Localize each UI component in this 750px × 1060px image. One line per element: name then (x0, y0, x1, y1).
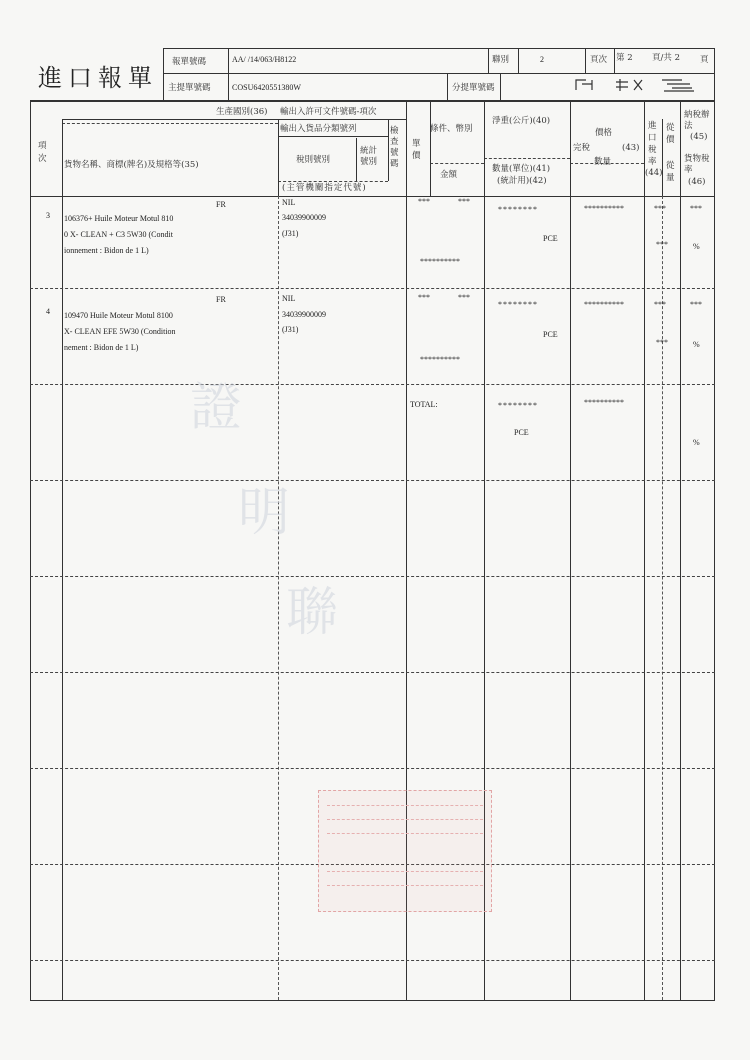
form-title: 進口報單 (38, 64, 158, 92)
item-tax-rate: % (693, 242, 700, 251)
item-duty: *** (654, 204, 666, 213)
col-inspection: 檢查號碼 (390, 126, 399, 169)
bottom-border (30, 1000, 715, 1001)
total-label: TOTAL: (410, 400, 438, 409)
col-description: 貨物名稱、商標(牌名)及規格等(35) (64, 160, 199, 170)
col-duty-paid: 完稅 (573, 143, 591, 153)
item-duty: *** (654, 300, 666, 309)
col-tax-method: 納稅辦法 (684, 110, 710, 131)
total-unit: PCE (514, 428, 529, 437)
col-commodity-tax: 貨物稅率 (684, 154, 710, 175)
col-import-duty: 進口稅率 (648, 121, 657, 167)
item-value: ********** (584, 204, 624, 213)
declaration-no: AA/ /14/063/H8122 (232, 55, 297, 64)
col-value-qty: 數量 (594, 157, 612, 167)
col-item-no: 項次 (38, 141, 47, 164)
watermark-char-2: 明 (238, 483, 291, 543)
item-tariff: 34039900009 (282, 310, 326, 319)
item-tax-rate: % (693, 340, 700, 349)
copy-value: 2 (540, 55, 544, 64)
page-total: 頁/共 2 (652, 53, 680, 63)
master-bl-label: 主提單號碼 (168, 83, 211, 93)
item-terms: *** (418, 293, 430, 302)
col-stat-code: 統計號別 (360, 146, 378, 167)
total-weight: ******** (498, 401, 538, 410)
col-goods-class: 輸出入貨品分類號列 (280, 124, 357, 134)
item-duty-specific: *** (656, 338, 668, 347)
item-terms: *** (418, 197, 430, 206)
customs-stamp (318, 790, 492, 912)
item-weight: ******** (498, 205, 538, 214)
item-agency: (J31) (282, 325, 299, 334)
watermark-char-1: 證 (190, 378, 243, 438)
item-agency: (J31) (282, 229, 299, 238)
left-border (30, 100, 31, 1000)
item-currency: *** (458, 197, 470, 206)
col-net-weight: 淨重(公斤)(40) (492, 116, 551, 126)
page-label: 頁次 (590, 55, 608, 65)
right-border (714, 48, 715, 1000)
col-ad-valorem: 從價 (666, 123, 675, 145)
item-amount: ********** (420, 257, 460, 266)
total-value: ********** (584, 398, 624, 407)
item-tax-method: *** (690, 300, 702, 309)
column-header-bottom (30, 196, 715, 197)
watermark-char-3: 聯 (286, 583, 339, 643)
item-value: ********** (584, 300, 624, 309)
header-left-border (163, 48, 164, 101)
item-currency: *** (458, 293, 470, 302)
page-unit: 頁 (700, 55, 709, 65)
item-no: 3 (46, 211, 50, 220)
header-bottom-border (30, 100, 715, 102)
declaration-no-label: 報單號碼 (172, 57, 207, 67)
seal-mark-icon (572, 76, 698, 94)
col-amount: 金額 (440, 170, 458, 180)
item-amount: ********** (420, 355, 460, 364)
header-top-border (163, 48, 715, 49)
col-import-duty-no: (44) (645, 168, 663, 178)
col-specific: 從量 (666, 161, 675, 183)
item-no: 4 (46, 307, 50, 316)
col-value: 價格 (595, 128, 613, 138)
col-terms-currency: 條件、幣別 (430, 124, 473, 134)
item-desc-line: 109470 Huile Moteur Motul 8100 (64, 311, 173, 320)
item-desc-line: 106376+ Huile Moteur Motul 810 (64, 214, 174, 223)
item-duty-specific: *** (656, 240, 668, 249)
item-tax-method: *** (690, 204, 702, 213)
item-desc-line: 0 X- CLEAN + C3 5W30 (Condit (64, 230, 173, 239)
col-stat-qty: (統計用)(42) (497, 176, 547, 186)
item-permit: NIL (282, 294, 296, 303)
col-quantity: 數量(單位)(41) (492, 164, 551, 174)
item-desc-line: X- CLEAN EFE 5W30 (Condition (64, 327, 176, 336)
item-origin: FR (216, 200, 226, 209)
col-unit-price: 單價 (412, 139, 421, 161)
copy-label: 聯別 (492, 55, 510, 65)
master-bl: COSU6420551380W (232, 83, 301, 92)
item-tariff: 34039900009 (282, 213, 326, 222)
item-weight: ******** (498, 300, 538, 309)
col-commodity-tax-no: (46) (688, 177, 706, 187)
item-permit: NIL (282, 198, 296, 207)
total-tax: % (693, 438, 700, 447)
col-permit: 輸出入許可文件號碼-項次 (280, 107, 377, 117)
col-agency-code: (主管機關指定代號) (282, 183, 367, 193)
item-unit: PCE (543, 330, 558, 339)
item-origin: FR (216, 295, 226, 304)
item-unit: PCE (543, 234, 558, 243)
col-value-no: (43) (622, 143, 640, 153)
page-no: 第 2 (616, 53, 633, 63)
col-origin: 生產國別(36) (216, 107, 268, 117)
item-desc-line: ionnement : Bidon de 1 L) (64, 246, 149, 255)
item-desc-line: nement : Bidon de 1 L) (64, 343, 139, 352)
header-mid-border (163, 73, 715, 74)
col-tax-method-no: (45) (690, 132, 708, 142)
house-bl-label: 分提單號碼 (452, 83, 495, 93)
col-tariff-no: 稅則號別 (296, 155, 331, 165)
